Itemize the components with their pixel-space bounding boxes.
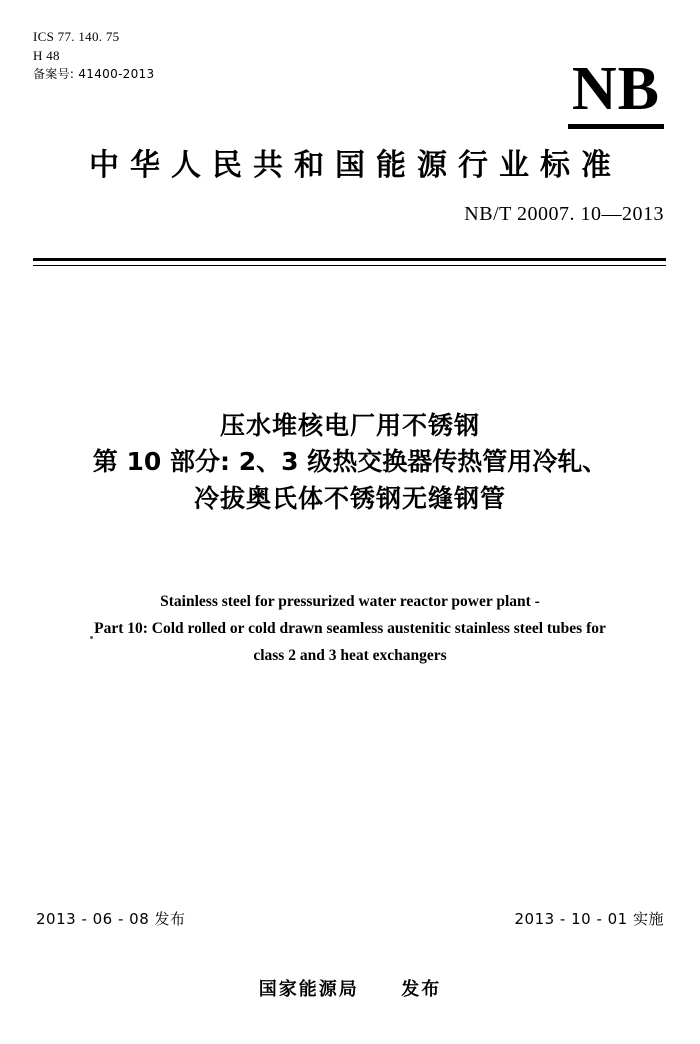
issue-date: 2013 - 06 - 08 发布	[36, 910, 186, 928]
nb-logo: NB	[568, 58, 664, 129]
title-en-line-1: Stainless steel for pressurized water reactor power plant -	[160, 593, 540, 610]
document-title-english	[70, 588, 630, 669]
standard-number: NB/T 20007. 10—2013	[464, 203, 664, 225]
publisher-name: 国家能源局	[258, 979, 359, 1000]
title-en-line-3: class 2 and 3 heat exchangers	[253, 647, 447, 665]
effective-date: 2013 - 10 - 01 实施	[514, 910, 664, 928]
publish-verb: 发布	[401, 979, 442, 1000]
record-number: 备案号: 41400-2013	[33, 66, 155, 81]
title-en-line-2: Part 10: Cold rolled or cold drawn seamless austenitic stainless steel tubes for	[94, 620, 606, 638]
classification-code: H 48	[33, 47, 60, 63]
publisher-line	[0, 975, 700, 1001]
print-mark-dot	[90, 636, 93, 639]
header-metadata	[33, 28, 154, 83]
title-cn-line-2: 第 10 部分: 2、3 级热交换器传热管用冷轧、	[92, 447, 608, 477]
divider-thin	[33, 265, 666, 266]
issuing-organization-title: 中华人民共和国能源行业标准	[89, 148, 622, 183]
title-cn-line-1: 压水堆核电厂用不锈钢	[219, 411, 480, 440]
document-title-chinese	[40, 408, 660, 517]
divider-thick	[33, 258, 666, 261]
ics-code: ICS 77. 140. 75	[33, 29, 120, 44]
title-cn-line-3: 冷拔奥氏体不锈钢无缝钢管	[193, 483, 506, 513]
